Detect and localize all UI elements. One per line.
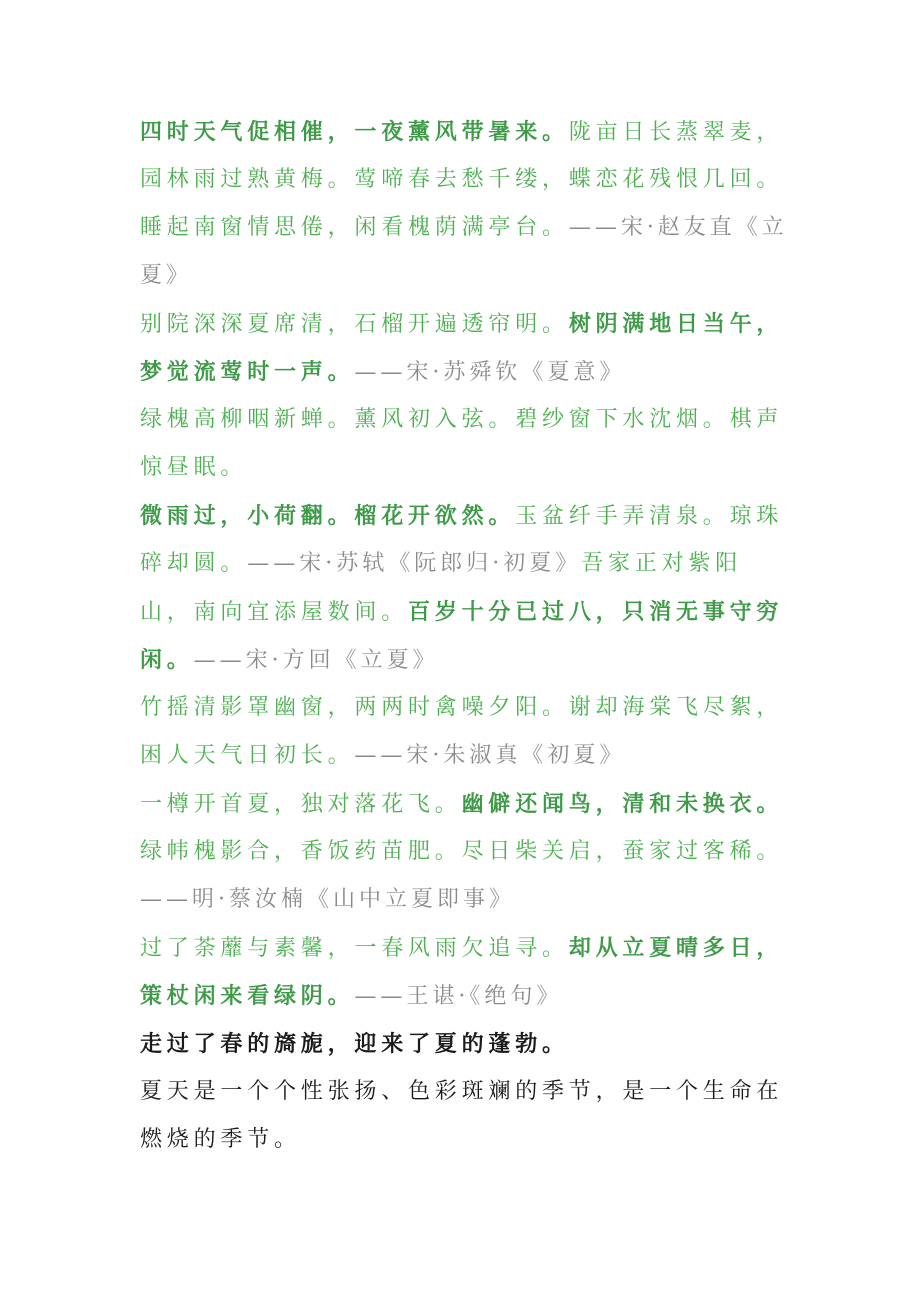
text-line bbox=[140, 684, 790, 732]
poem-attribution: ——明·蔡汝楠《山中立夏即事》 bbox=[140, 887, 515, 912]
poem-text: 过了荼蘼与素馨，一春风雨欠追寻。 bbox=[140, 936, 569, 961]
text-line bbox=[140, 156, 790, 204]
document-body bbox=[140, 108, 790, 1164]
text-line bbox=[140, 492, 790, 540]
text-line bbox=[140, 780, 790, 828]
poem-text: 吾家正对紫阳 bbox=[581, 551, 743, 576]
poem-attribution: ——宋·方回《立夏》 bbox=[193, 648, 439, 673]
poem-highlight: 树阴满地日当午， bbox=[568, 311, 784, 337]
text-line bbox=[140, 1116, 790, 1164]
text-line bbox=[140, 108, 790, 156]
text-line bbox=[140, 396, 790, 444]
poem-text: 惊昼眠。 bbox=[140, 455, 248, 480]
poem-highlight: 却从立夏晴多日， bbox=[568, 935, 784, 961]
poem-text: 一樽开首夏，独对落花飞。 bbox=[140, 792, 462, 817]
poem-attribution: ——宋·苏舜钦《夏意》 bbox=[354, 360, 626, 385]
text-line bbox=[140, 588, 790, 636]
text-line bbox=[140, 972, 790, 1020]
text-line bbox=[140, 828, 790, 876]
poem-attribution: ——宋·朱淑真《初夏》 bbox=[354, 743, 626, 768]
poem-highlight: 微雨过，小荷翻。榴花开欲然。 bbox=[140, 503, 516, 529]
text-line bbox=[140, 348, 790, 396]
text-line bbox=[140, 1020, 790, 1068]
poem-highlight: 策杖闲来看绿阴。 bbox=[140, 983, 355, 1009]
poem-highlight: 百岁十分已过八，只消无事守穷 bbox=[408, 599, 784, 625]
poem-text: 睡起南窗情思倦，闲看槐荫满亭台。 bbox=[140, 215, 569, 240]
poem-text: 玉盆纤手弄清泉。琼珠 bbox=[515, 504, 784, 529]
poem-text: 竹摇清影罩幽窗，两两时禽噪夕阳。谢却海棠飞尽絮， bbox=[140, 695, 784, 720]
poem-highlight: 闲。 bbox=[140, 647, 194, 673]
text-line bbox=[140, 204, 790, 252]
poem-attribution: 夏》 bbox=[140, 263, 193, 288]
poem-attribution: ——宋·赵友直《立 bbox=[568, 215, 788, 240]
poem-attribution: ——王谌·《绝句》 bbox=[354, 984, 563, 1009]
text-line bbox=[140, 1068, 790, 1116]
poem-text: 绿槐高柳咽新蝉。薰风初入弦。碧纱窗下水沈烟。棋声 bbox=[140, 407, 784, 432]
text-line bbox=[140, 252, 790, 300]
body-text: 燃烧的季节。 bbox=[140, 1127, 301, 1152]
poem-text: 绿帏槐影合，香饭药苗肥。尽日柴关启，蚕家过客稀。 bbox=[140, 839, 784, 864]
poem-text: 园林雨过熟黄梅。莺啼春去愁千缕，蝶恋花残恨几回。 bbox=[140, 167, 784, 192]
poem-highlight: 四时天气促相催，一夜薰风带暑来。 bbox=[140, 119, 569, 145]
poem-text: 困人天气日初长。 bbox=[140, 743, 355, 768]
text-line bbox=[140, 300, 790, 348]
poem-highlight: 幽僻还闻鸟，清和未换衣。 bbox=[461, 791, 784, 817]
text-line bbox=[140, 636, 790, 684]
body-text: 夏天是一个个性张扬、色彩斑斓的季节，是一个生命在 bbox=[140, 1079, 784, 1104]
poem-text: 山，南向宜添屋数间。 bbox=[140, 600, 409, 625]
text-line bbox=[140, 924, 790, 972]
text-line bbox=[140, 540, 790, 588]
poem-text: 陇亩日长蒸翠麦， bbox=[568, 120, 784, 145]
text-line bbox=[140, 876, 790, 924]
poem-highlight: 梦觉流莺时一声。 bbox=[140, 359, 355, 385]
poem-text: 碎却圆。 bbox=[140, 551, 248, 576]
text-line bbox=[140, 444, 790, 492]
poem-attribution: ——宋·苏轼《阮郎归·初夏》 bbox=[247, 551, 582, 576]
text-line bbox=[140, 732, 790, 780]
section-heading: 走过了春的旖旎，迎来了夏的蓬勃。 bbox=[140, 1031, 569, 1057]
poem-text: 别院深深夏席清，石榴开遍透帘明。 bbox=[140, 312, 569, 337]
